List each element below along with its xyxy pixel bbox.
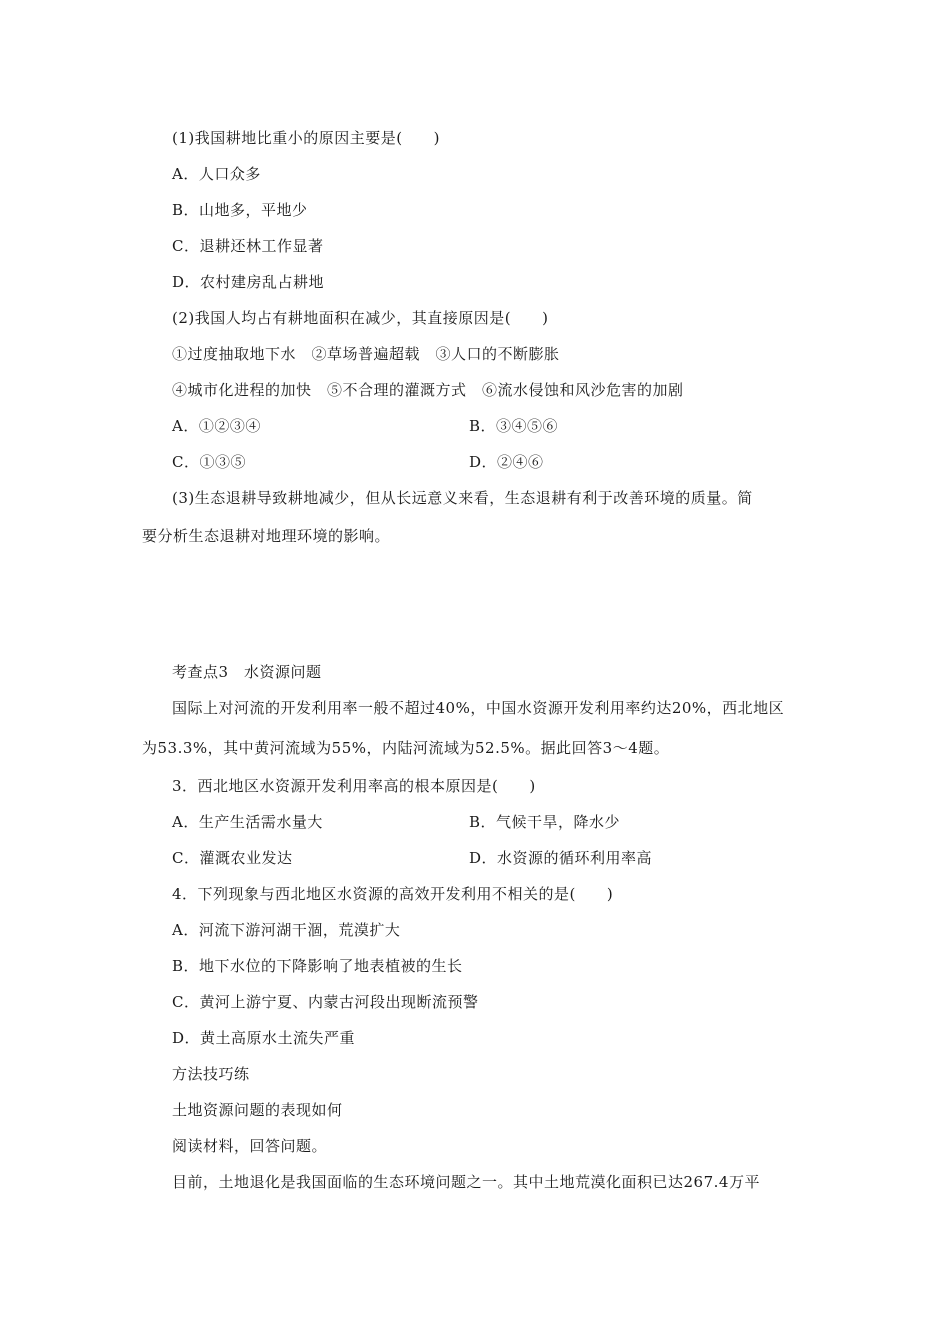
q2-items-line2: ④城市化进程的加快 ⑤不合理的灌溉方式 ⑥流水侵蚀和风沙危害的加剧 bbox=[172, 381, 684, 399]
water-q4-option-a: A．河流下游河湖干涸，荒漠扩大 bbox=[172, 921, 401, 939]
water-q3-option-b: B．气候干旱，降水少 bbox=[469, 813, 621, 831]
q3-stem-line1: (3)生态退耕导致耕地减少，但从长远意义来看，生态退耕有利于改善环境的质量。简 bbox=[172, 489, 753, 507]
section3-instruction: 阅读材料，回答问题。 bbox=[172, 1137, 328, 1155]
water-q3-options-row2 bbox=[172, 848, 653, 868]
q2-option-d: D．②④⑥ bbox=[469, 453, 544, 471]
water-q4-option-b: B．地下水位的下降影响了地表植被的生长 bbox=[172, 957, 463, 975]
water-q3-stem: 3．西北地区水资源开发利用率高的根本原因是( ) bbox=[172, 777, 536, 795]
water-q4-option-c: C．黄河上游宁夏、内蒙古河段出现断流预警 bbox=[172, 993, 479, 1011]
water-q3-option-d: D．水资源的循环利用率高 bbox=[469, 849, 653, 867]
water-q3-option-a: A．生产生活需水量大 bbox=[172, 813, 323, 831]
section3-subheading: 土地资源问题的表现如何 bbox=[172, 1101, 343, 1119]
q1-option-b: B．山地多，平地少 bbox=[172, 201, 308, 219]
q1-option-c: C．退耕还林工作显著 bbox=[172, 237, 324, 255]
q1-option-a: A．人口众多 bbox=[172, 165, 261, 183]
q1-stem: (1)我国耕地比重小的原因主要是( ) bbox=[172, 129, 440, 147]
water-q3-option-c: C．灌溉农业发达 bbox=[172, 849, 293, 867]
q2-options-row2 bbox=[172, 452, 544, 472]
q1-option-d: D．农村建房乱占耕地 bbox=[172, 273, 325, 291]
q2-option-c: C．①③⑤ bbox=[172, 453, 246, 471]
water-q3-options-row1 bbox=[172, 812, 621, 832]
water-q4-option-d: D．黄土高原水土流失严重 bbox=[172, 1029, 356, 1047]
q3-stem-line2: 要分析生态退耕对地理环境的影响。 bbox=[142, 527, 391, 545]
section2-intro-line1: 国际上对河流的开发利用率一般不超过40%，中国水资源开发利用率约达20%，西北地区 bbox=[172, 699, 785, 717]
section2-intro-line2: 为53.3%，其中黄河流域为55%，内陆河流域为52.5%。据此回答3～4题。 bbox=[142, 739, 670, 757]
section3-material-line1: 目前，土地退化是我国面临的生态环境问题之一。其中土地荒漠化面积已达267.4万平 bbox=[172, 1173, 760, 1191]
q2-option-b: B．③④⑤⑥ bbox=[469, 417, 559, 435]
q2-options-row1 bbox=[172, 416, 559, 436]
section2-heading: 考查点3 水资源问题 bbox=[172, 663, 322, 681]
section3-heading: 方法技巧练 bbox=[172, 1065, 250, 1083]
q2-option-a: A．①②③④ bbox=[172, 417, 261, 435]
q2-stem: (2)我国人均占有耕地面积在减少，其直接原因是( ) bbox=[172, 309, 549, 327]
water-q4-stem: 4．下列现象与西北地区水资源的高效开发利用不相关的是( ) bbox=[172, 885, 614, 903]
q2-items-line1: ①过度抽取地下水 ②草场普遍超载 ③人口的不断膨胀 bbox=[172, 345, 560, 363]
